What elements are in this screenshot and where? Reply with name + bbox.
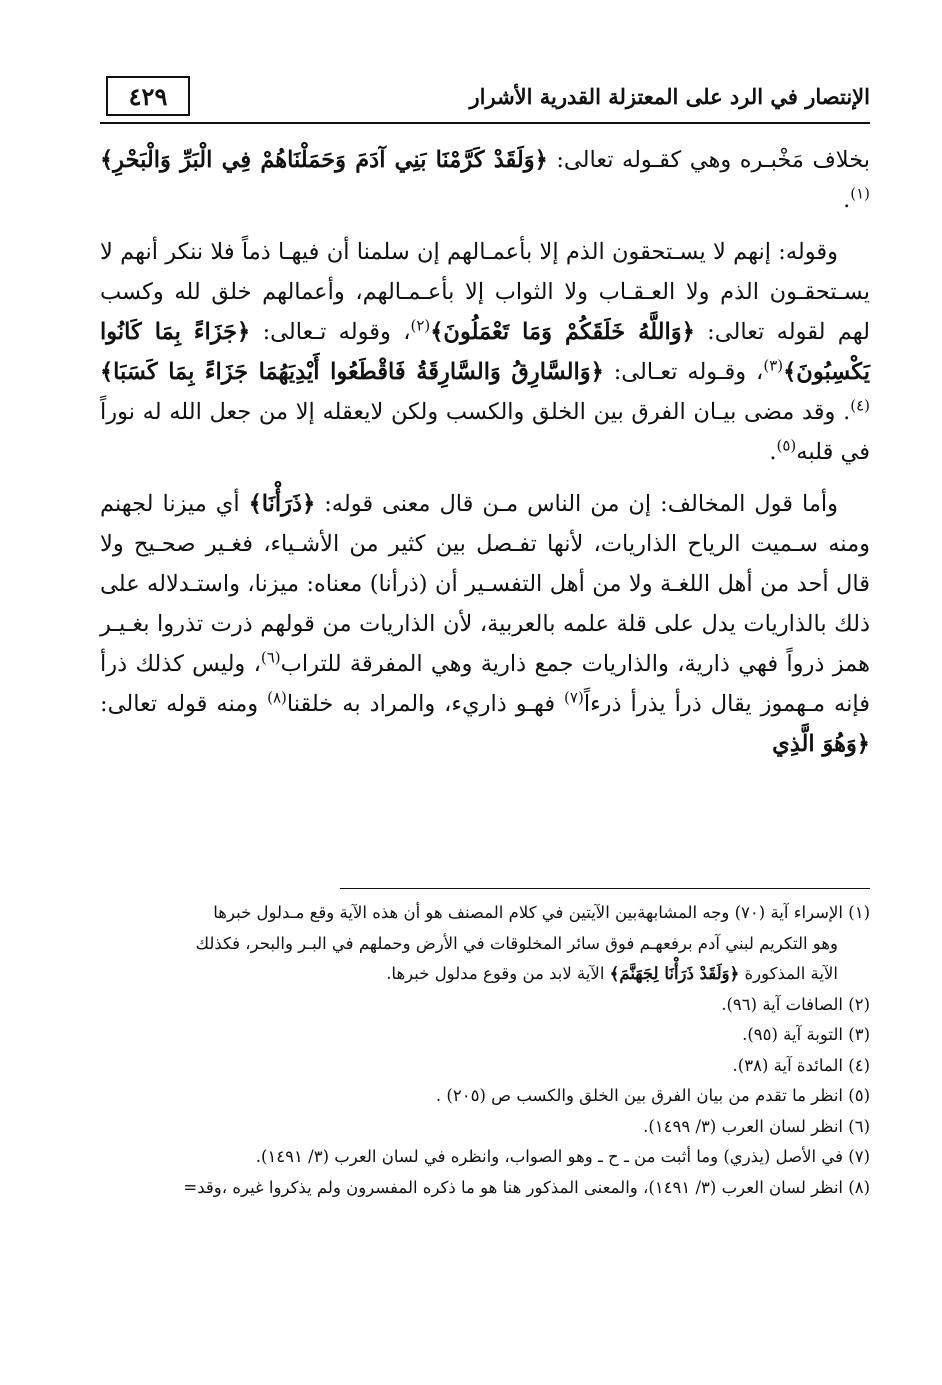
running-title: الإنتصار في الرد على المعتزلة القدرية الأشرار — [469, 84, 870, 109]
text-run: . وقد مضى بيـان الفرق بين الخلق والكسب ولكن لايعقله إلا من جعل الله له نوراً في قلبه — [100, 399, 870, 465]
text-run: ومنه قوله تعالى: — [100, 691, 268, 717]
text-run: وأما قول المخالف: إن من الناس مـن قال معنى قوله: — [315, 491, 838, 517]
main-text — [100, 140, 870, 776]
footnote-3: (٣) التوبة آية (٩٥). — [742, 1025, 870, 1044]
footnote-1: (١) الإسراء آية (٧٠) وجه المشابهةبين الآيتين في كلام المصنف هو أن هذه الآية وقع مـدلول خبرها — [213, 903, 870, 922]
quran-verse: ﴿وَلَقَدْ ذَرَأْنَا لِجَهَنَّمَ﴾ — [609, 964, 740, 983]
footnote-ref: (٨) — [267, 688, 287, 707]
footnote-ref: (٦) — [260, 648, 281, 667]
text-run: . — [769, 439, 777, 465]
footnote-2: (٢) الصافات آية (٩٦). — [721, 994, 870, 1014]
text-run: ، وقـوله تعـالى: — [603, 359, 764, 385]
paragraph-2 — [100, 232, 870, 472]
text-run: وقوله: إنهم لا يسـتحقون الذم إلا بأعمـالهم إن سلمنا أن فيهـا ذماً فلا ننكر أنهم لا يسـتحقـون الذم ولا العـقـاب ولا الثواب إلا بأعـمـالهم، وأعمالهم خلق لله وكسب لهم لقوله تعالى: — [100, 239, 871, 345]
text-run: فهـو ذاريء، والمراد به خلقنا — [286, 691, 565, 717]
footnote-1-continued: وهو التكريم لبني آدم برفعهـم فوق سائر المخلوقات في الأرض وحملهم في البـر والبحر، فكذلك — [195, 933, 838, 953]
footnote-1-continued — [100, 959, 870, 990]
footnote-7: (٧) في الأصل (يذري) وما أثبت من ـ ح ـ وهو الصواب، وانظره في لسان العرب (٣/ ١٤٩١). — [255, 1147, 870, 1166]
page-header — [100, 72, 870, 124]
paragraph-3 — [100, 484, 870, 764]
footnote-ref: (٥) — [776, 436, 797, 455]
footnote-ref: (٤) — [850, 396, 870, 415]
quran-verse: ﴿جَزَاءً بِمَا كَانُوا يَكْسِبُونَ﴾ — [100, 319, 870, 385]
quran-verse: ﴿وَهُوَ الَّذِي — [772, 731, 870, 757]
footnote-4: (٤) المائدة آية (٣٨). — [732, 1055, 870, 1075]
text-run: أي ميزنا لجهنم ومنه سـميت الرياح الذاريات، لأنها تفـصل بين كثير من الأشـياء، فغـير صحـيح ولا قال أحد من أهل اللغـة ولا من أهل التفسـير أن (ذرأنا) معناه: ميزنا، واستـدلاله على ذلك بالذاريات يدل على قلة علمه بالعربية، لأن الذاريات من قولهم ذرت تذروا بغـيـر همز ذرواً فهي ذارية، والذاريات جمع ذارية وهي المفرقة للتراب — [100, 491, 871, 677]
footnote-divider — [340, 888, 870, 889]
footnote-ref: (٧) — [564, 688, 584, 707]
text-run: بخلاف مَخْبـره وهي كقـوله تعالى: — [547, 147, 870, 173]
page-number: ٤٢٩ — [106, 76, 190, 116]
footnote-ref: (٣) — [763, 356, 784, 375]
paragraph-1 — [100, 140, 870, 220]
quran-verse: ﴿وَلَقَدْ كَرَّمْنَا بَنِي آدَمَ وَحَمَلْنَاهُمْ فِي الْبَرِّ وَالْبَحْرِ﴾ — [100, 147, 548, 173]
footnote-8: (٨) انظر لسان العرب (٣/ ١٤٩١)، والمعنى المذكور هنا هو ما ذكره المفسرون ولم يذكروا غيره ،وقد= — [183, 1177, 870, 1197]
header-divider — [100, 122, 870, 124]
text-run: ، وليس كذلك ذرأ فإنه مـهموز يقال ذرأ يذرأ ذرءاً — [100, 651, 870, 717]
footnote-5: (٥) انظر ما تقدم من بيان الفرق بين الخلق والكسب ص (٢٠٥) . — [435, 1086, 870, 1105]
quran-verse: ﴿وَاللَّهُ خَلَقَكُمْ وَمَا تَعْمَلُونَ﴾ — [430, 319, 695, 345]
footnote-ref: (١) — [850, 184, 870, 203]
footnotes — [100, 898, 870, 1203]
text-run: . — [843, 187, 851, 213]
footnote-6: (٦) انظر لسان العرب (٣/ ١٤٩٩). — [643, 1116, 870, 1136]
text-run: الآية المذكورة — [739, 964, 838, 983]
quran-verse: ﴿ذَرَأْنَا﴾ — [248, 491, 316, 517]
text-run: ، وقوله تـعالى: — [250, 319, 411, 345]
text-run: الآية لابد من وقوع مدلول خبرها. — [386, 964, 610, 983]
quran-verse: ﴿وَالسَّارِقُ وَالسَّارِقَةُ فَاقْطَعُوا أَيْدِيَهُمَا جَزَاءً بِمَا كَسَبَا﴾ — [100, 359, 604, 385]
footnote-ref: (٢) — [410, 316, 431, 335]
